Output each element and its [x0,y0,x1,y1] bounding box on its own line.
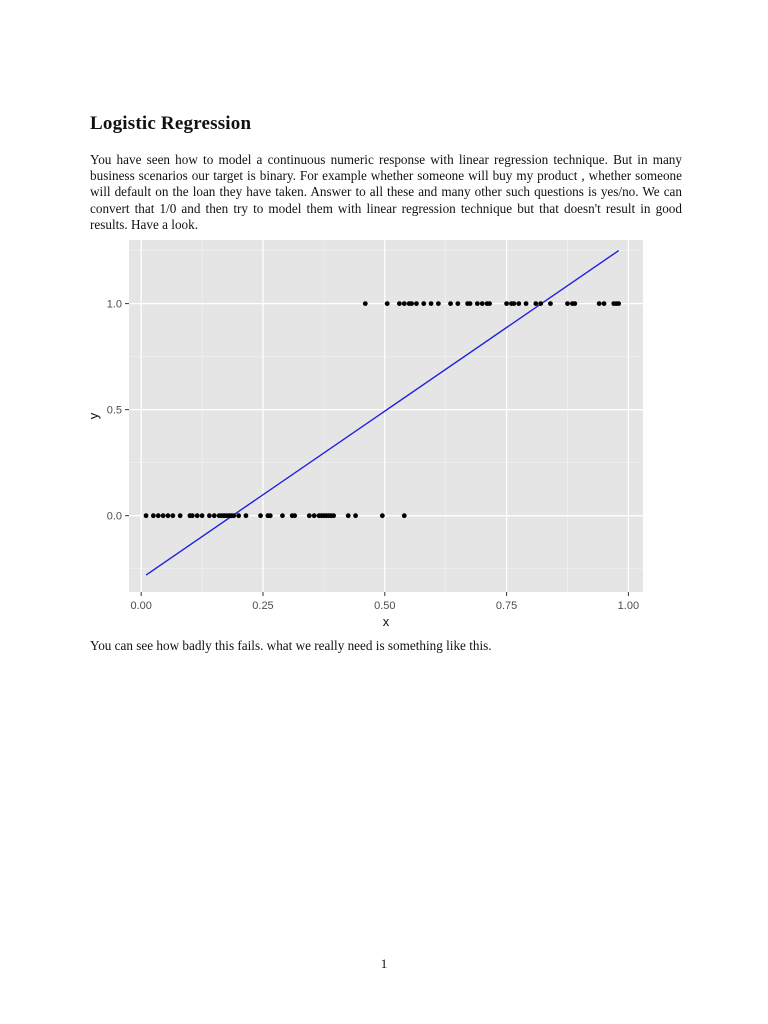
data-point-y0 [231,513,236,518]
data-point-y1 [480,301,485,306]
x-tick-label: 0.50 [374,600,396,612]
data-point-y0 [170,513,175,518]
data-point-y1 [414,301,419,306]
data-point-y1 [533,301,538,306]
data-point-y1 [616,301,621,306]
y-axis-title: y [86,412,101,420]
data-point-y1 [602,301,607,306]
data-point-y0 [190,513,195,518]
data-point-y1 [524,301,529,306]
data-point-y0 [178,513,183,518]
data-point-y0 [200,513,205,518]
data-point-y0 [258,513,263,518]
data-point-y1 [538,301,543,306]
data-point-y0 [236,513,241,518]
data-point-y1 [402,301,407,306]
page-number: 1 [380,956,388,971]
scatter-chart [84,234,650,634]
data-point-y1 [448,301,453,306]
data-point-y0 [292,513,297,518]
data-point-y0 [380,513,385,518]
x-tick-label: 0.75 [495,600,518,612]
data-point-y1 [409,301,414,306]
data-point-y1 [516,301,521,306]
data-point-y0 [207,513,212,518]
y-tick-label: 0.0 [106,510,122,523]
data-point-y1 [397,301,402,306]
data-point-y0 [346,513,351,518]
data-point-y1 [548,301,553,306]
x-axis-title: x [382,614,390,629]
data-point-y1 [385,301,390,306]
data-point-y1 [421,301,426,306]
data-point-y1 [572,301,577,306]
x-tick-label: 1.00 [617,600,640,612]
data-point-y0 [195,513,200,518]
data-point-y0 [244,513,249,518]
data-point-y1 [429,301,434,306]
data-point-y1 [487,301,492,306]
data-point-y0 [331,513,336,518]
data-point-y0 [312,513,317,518]
data-point-y0 [280,513,285,518]
data-point-y1 [565,301,570,306]
data-point-y0 [151,513,156,518]
data-point-y0 [144,513,149,518]
data-point-y1 [363,301,368,306]
data-point-y1 [504,301,509,306]
y-tick-label: 0.5 [106,404,122,417]
data-point-y0 [353,513,358,518]
intro-paragraph: You have seen how to model a continuous numeric response with linear regression technique. But in many business scenarios our target is binary. For example whether someone will buy my product , whether someone will default on the loan they have taken. Answer to all these and many other such questions is yes/no. We can convert that 1/0 and then try to model them with linear regression technique but that doesn't result in good results. Have a look. [90,152,682,232]
data-point-y1 [468,301,473,306]
data-point-y1 [597,301,602,306]
page-title: Logistic Regression [90,113,252,134]
data-point-y0 [161,513,166,518]
data-point-y0 [156,513,161,518]
data-point-y0 [402,513,407,518]
data-point-y1 [511,301,516,306]
x-tick-label: 0.00 [130,600,152,612]
data-point-y0 [166,513,171,518]
data-point-y1 [455,301,460,306]
data-point-y0 [268,513,273,518]
data-point-y0 [212,513,217,518]
x-tick-label: 0.25 [252,600,274,612]
data-point-y0 [307,513,312,518]
y-tick-label: 1.0 [106,298,122,311]
data-point-y1 [475,301,480,306]
data-point-y1 [436,301,441,306]
after-chart-paragraph: You can see how badly this fails. what we really need is something like this. [90,638,492,653]
plot-panel [129,240,643,592]
